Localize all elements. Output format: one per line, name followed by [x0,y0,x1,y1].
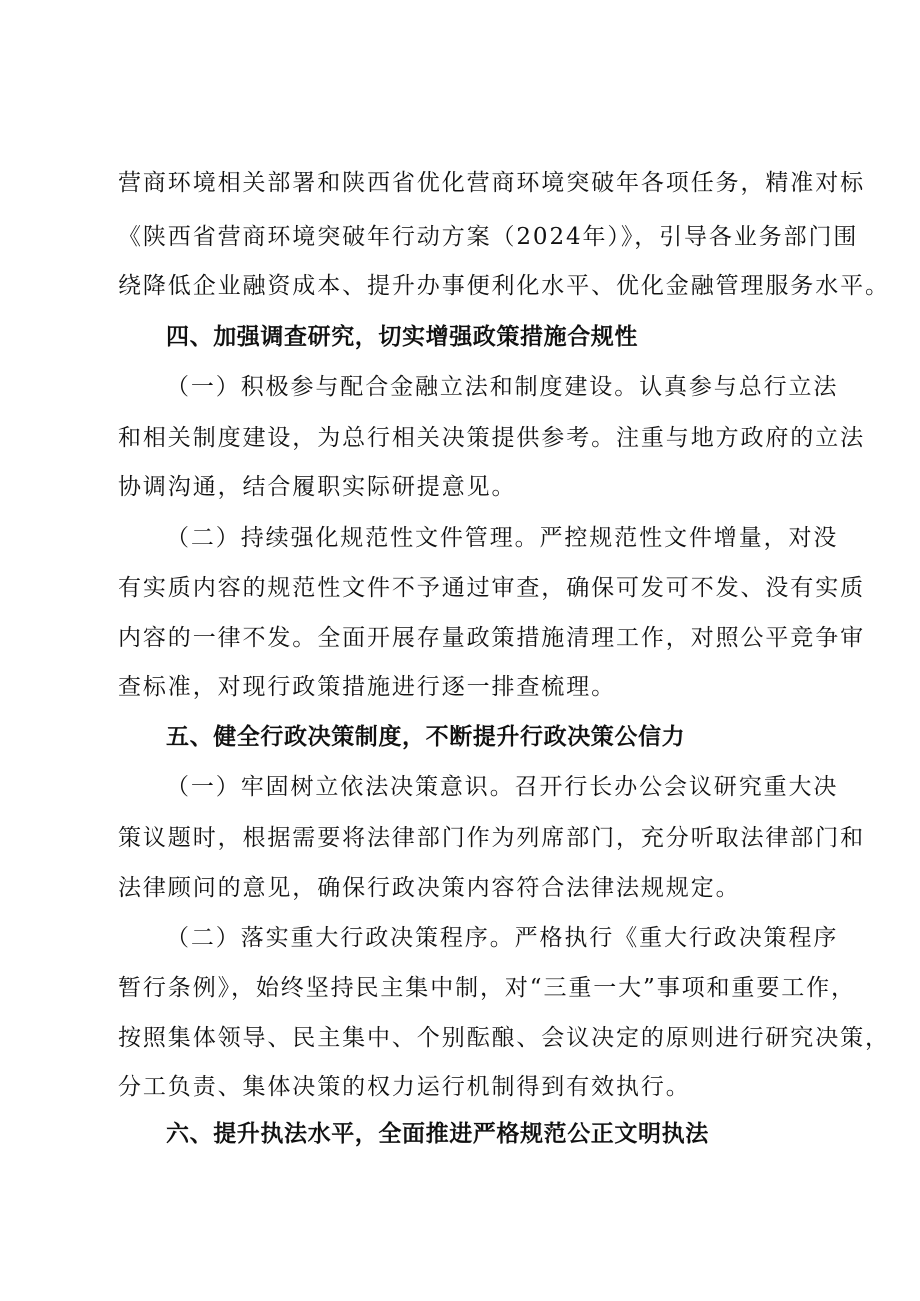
body-text-line: （一）牢固树立依法决策意识。召开行长办公会议研究重大决 [166,774,839,800]
body-text-line: 查标准，对现行政策措施进行逐一排查梳理。 [118,674,616,700]
body-text-line: 营商环境相关部署和陕西省优化营商环境突破年各项任务，精准对标 [118,170,865,196]
body-text-line: （二）持续强化规范性文件管理。严控规范性文件增量，对没 [166,525,839,551]
section-heading-6: 六、提升执法水平，全面推进严格规范公正文明执法 [166,1121,709,1147]
body-text-line: 法律顾问的意见，确保行政决策内容符合法律法规规定。 [118,875,741,901]
body-text-line: （二）落实重大行政决策程序。严格执行《重大行政决策程序 [166,925,839,951]
body-text-line: 有实质内容的规范性文件不予通过审查，确保可发可不发、没有实质 [118,575,865,601]
section-heading-4: 四、加强调查研究，切实增强政策措施合规性 [166,324,638,350]
body-text-line: 《陕西省营商环境突破年行动方案（2024年）》，引导各业务部门围 [118,224,859,250]
body-text-line: （一）积极参与配合金融立法和制度建设。认真参与总行立法 [166,374,839,400]
body-text-line: 策议题时，根据需要将法律部门作为列席部门，充分听取法律部门和 [118,825,865,851]
body-text-line: 暂行条例》，始终坚持民主集中制，对“三重一大”事项和重要工作， [118,975,856,1001]
section-heading-5: 五、健全行政决策制度，不断提升行政决策公信力 [166,724,686,750]
body-text-line: 绕降低企业融资成本、提升办事便利化水平、优化金融管理服务水平。 [118,273,890,299]
body-text-line: 协调沟通，结合履职实际研提意见。 [118,474,517,500]
body-text-line: 按照集体领导、民主集中、个别酝酿、会议决定的原则进行研究决策， [118,1025,890,1051]
body-text-line: 内容的一律不发。全面开展存量政策措施清理工作，对照公平竞争审 [118,625,865,651]
body-text-line: 和相关制度建设，为总行相关决策提供参考。注重与地方政府的立法 [118,425,865,451]
body-text-line: 分工负责、集体决策的权力运行机制得到有效执行。 [118,1074,691,1100]
